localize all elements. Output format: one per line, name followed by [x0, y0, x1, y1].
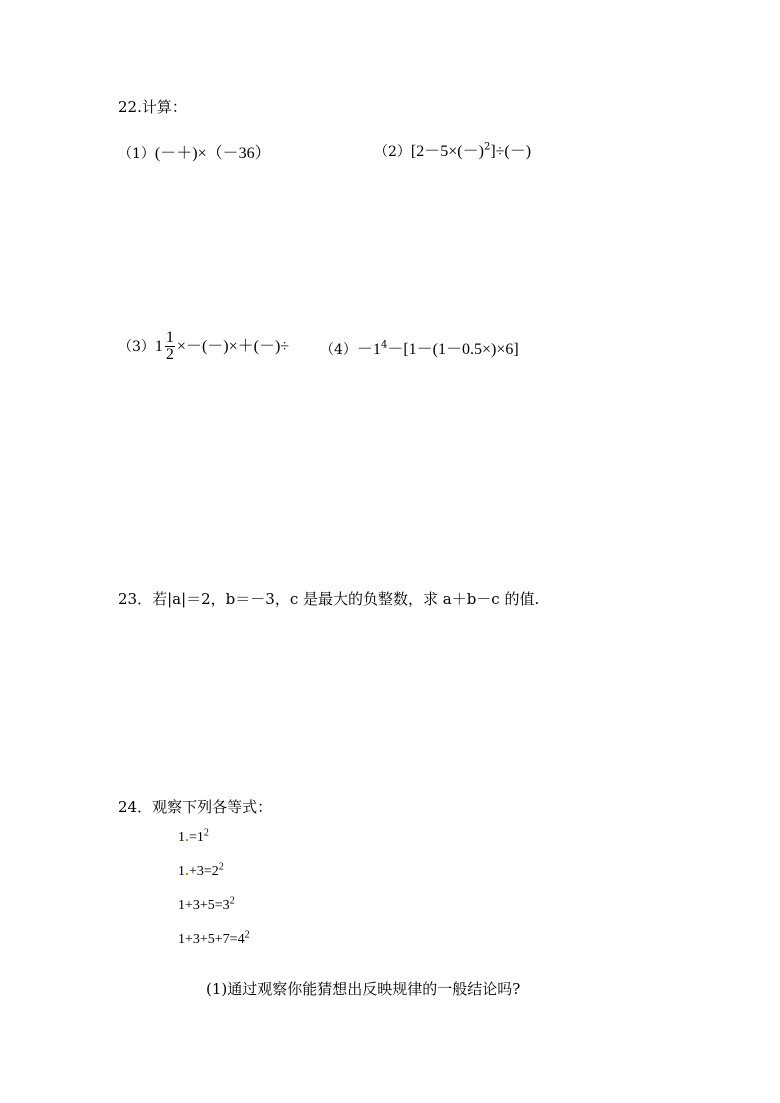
q24-eq1-exponent: 2 — [203, 827, 209, 839]
q24-eq4-exponent: 2 — [244, 929, 250, 941]
q22-part1 — [118, 140, 271, 163]
q22-part2-expression-b: ]÷(－) — [490, 143, 532, 160]
q24-equation-3 — [178, 895, 235, 914]
q24-eq1-base: 1 — [178, 830, 185, 845]
q22-part2-label: （2） — [374, 144, 411, 160]
q24-equation-2 — [178, 861, 224, 880]
q24-eq3-exponent: 2 — [229, 895, 235, 907]
q22-part3-label: （3） — [118, 339, 155, 355]
q22-part2 — [374, 138, 531, 161]
q22-part2-expression-a: [2－5×(－) — [410, 143, 484, 160]
q22-part3-denominator: 2 — [165, 346, 174, 363]
q22-part1-label: （1） — [118, 146, 155, 162]
dot-mark-icon — [186, 873, 188, 875]
q24-equation-4 — [178, 929, 250, 948]
q22-part4-exponent: 4 — [380, 339, 388, 351]
q22-part4 — [320, 336, 519, 359]
q22-part2-exponent: 2 — [483, 141, 491, 153]
q24-question-1: (1)通过观察你能猜想出反映规律的一般结论吗? — [206, 980, 521, 998]
q24-title: 24．观察下列各等式： — [118, 798, 273, 816]
q24-eq3-body: 1+3+5=3 — [178, 898, 230, 913]
q22-part3-fraction — [165, 330, 175, 363]
q22-part4-expression-a: －1 — [356, 341, 381, 358]
q24-eq2-exponent: 2 — [218, 861, 224, 873]
dot-mark-icon — [186, 839, 188, 841]
q24-eq1-rest: =1 — [189, 830, 204, 845]
q24-eq2-base: 1 — [178, 864, 185, 879]
q22-part3-expression: ×－(－)×＋(－)÷ — [176, 338, 290, 355]
q22-part4-label: （4） — [320, 342, 357, 358]
q23-text: 23．若|a|＝2，b＝－3，c 是最大的负整数，求 a＋b－c 的值. — [118, 590, 540, 608]
q24-eq2-rest: +3=2 — [189, 864, 219, 879]
q24-eq4-body: 1+3+5+7=4 — [178, 932, 245, 947]
q24-equation-1 — [178, 827, 209, 846]
q22-part3 — [118, 330, 289, 363]
q22-title: 22.计算： — [118, 98, 187, 116]
q22-part3-numerator: 1 — [165, 329, 174, 346]
q22-part4-expression-b: －[1－(1－0.5×)×6] — [387, 341, 519, 358]
q22-part1-expression: (－＋)×（－36） — [154, 145, 271, 162]
q22-part3-whole: 1 — [154, 338, 163, 355]
